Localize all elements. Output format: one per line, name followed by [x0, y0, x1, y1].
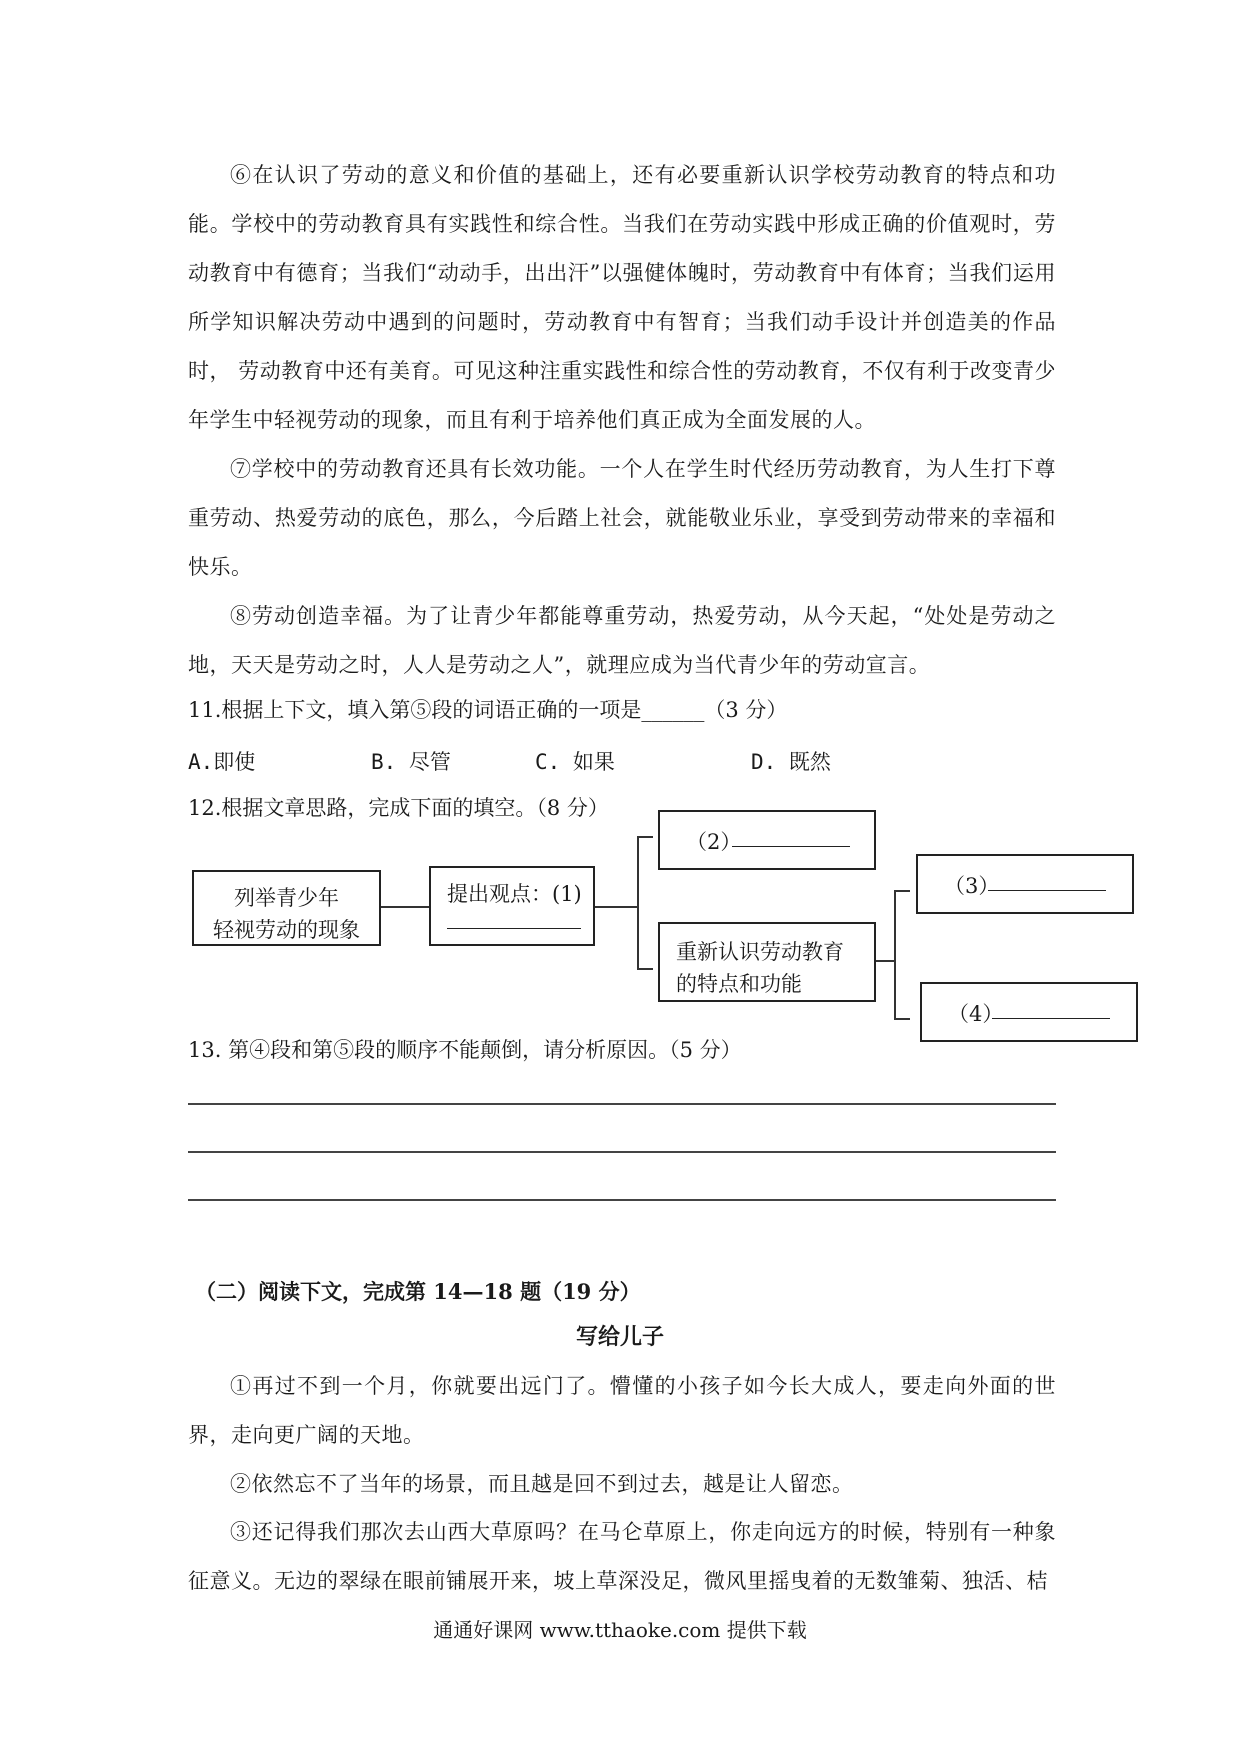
- footer-source: 通通好课网 www.tthaoke.com 提供下载: [433, 1618, 807, 1642]
- paragraph-2: ②依然忘不了当年的场景，而且越是回不到过去，越是让人留恋。: [230, 1472, 854, 1496]
- option-d: D. 既然: [751, 750, 831, 774]
- option-a: A.即使: [188, 750, 256, 774]
- box-phenomenon: [192, 870, 381, 946]
- answer-line-1[interactable]: [188, 1103, 1056, 1105]
- question-11-stem: 11.根据上下文，填入第⑤段的词语正确的一项是______（3 分）: [188, 698, 788, 722]
- bracket-2-bottom: [894, 1018, 910, 1020]
- bracket-1-bottom: [637, 968, 653, 970]
- paragraph-1: ①再过不到一个月，你就要出远门了。懵懂的小孩子如今长大成人，要走向外面的世界，走向更广阔的天地。: [188, 1374, 1056, 1447]
- paragraph-6: ⑥在认识了劳动的意义和价值的基础上，还有必要重新认识学校劳动教育的特点和功能。学校中的劳动教育具有实践性和综合性。当我们在劳动实践中形成正确的价值观时，劳动教育中有德育；当我们“动动手，出出汗”以强健体魄时，劳动教育中有体育；当我们运用所学知识解决劳动中遇到的问题时，劳动教育中有智育；当我们动手设计并创造美的作品时， 劳动教育中还有美育。可见这种注重实践性和综合性的劳动教育，不仅有利于改变青少年学生中轻视劳动的现象，而且有利于培养他们真正成为全面发展的人。: [188, 163, 1056, 432]
- answer-line-3[interactable]: [188, 1199, 1056, 1201]
- answer-line-2[interactable]: [188, 1151, 1056, 1153]
- box-reknow-line1: 重新认识劳动教育: [676, 940, 844, 964]
- question-12-stem: 12.根据文章思路，完成下面的填空。（8 分）: [188, 796, 609, 820]
- connector-2: [595, 906, 637, 908]
- blank-4[interactable]: [992, 1018, 1110, 1019]
- box-4: [920, 982, 1138, 1042]
- box-reknow: [658, 922, 876, 1002]
- box-4-label: （4）: [948, 1002, 1004, 1026]
- box-2-label: （2）: [686, 830, 742, 854]
- bracket-2: [894, 890, 896, 1020]
- box-phenomenon-line1: 列举青少年: [234, 886, 339, 910]
- blank-3[interactable]: [988, 890, 1106, 891]
- paragraph-3: ③还记得我们那次去山西大草原吗？在马仑草原上，你走向远方的时候，特别有一种象征意义。无边的翠绿在眼前铺展开来，坡上草深没足，微风里摇曳着的无数雏菊、独活、桔: [188, 1520, 1056, 1593]
- blank-1[interactable]: [447, 928, 581, 929]
- bracket-1-top: [637, 836, 653, 838]
- box-phenomenon-line2: 轻视劳动的现象: [213, 918, 360, 942]
- bracket-1: [637, 836, 639, 970]
- connector-3: [876, 960, 894, 962]
- paragraph-8: ⑧劳动创造幸福。为了让青少年都能尊重劳动，热爱劳动，从今天起，“处处是劳动之地，天天是劳动之时，人人是劳动之人”，就理应成为当代青少年的劳动宣言。: [188, 604, 1056, 677]
- box-viewpoint-label: 提出观点：(1): [447, 882, 582, 906]
- option-b: B. 尽管: [371, 750, 451, 774]
- paragraph-7: ⑦学校中的劳动教育还具有长效功能。一个人在学生时代经历劳动教育，为人生打下尊重劳动、热爱劳动的底色，那么，今后踏上社会，就能敬业乐业，享受到劳动带来的幸福和快乐。: [188, 457, 1056, 579]
- box-2: [658, 810, 876, 870]
- box-viewpoint: [429, 866, 595, 946]
- bracket-2-top: [894, 890, 910, 892]
- question-13-stem: 13. 第④段和第⑤段的顺序不能颠倒，请分析原因。（5 分）: [188, 1038, 742, 1062]
- box-3: [916, 854, 1134, 914]
- blank-2[interactable]: [732, 846, 850, 847]
- option-c: C. 如果: [535, 750, 615, 774]
- connector-1: [381, 906, 429, 908]
- section-heading: （二）阅读下文，完成第 14—18 题（19 分）: [195, 1279, 641, 1304]
- passage-title: 写给儿子: [575, 1324, 664, 1350]
- box-reknow-line2: 的特点和功能: [676, 972, 802, 996]
- box-3-label: （3）: [944, 874, 1000, 898]
